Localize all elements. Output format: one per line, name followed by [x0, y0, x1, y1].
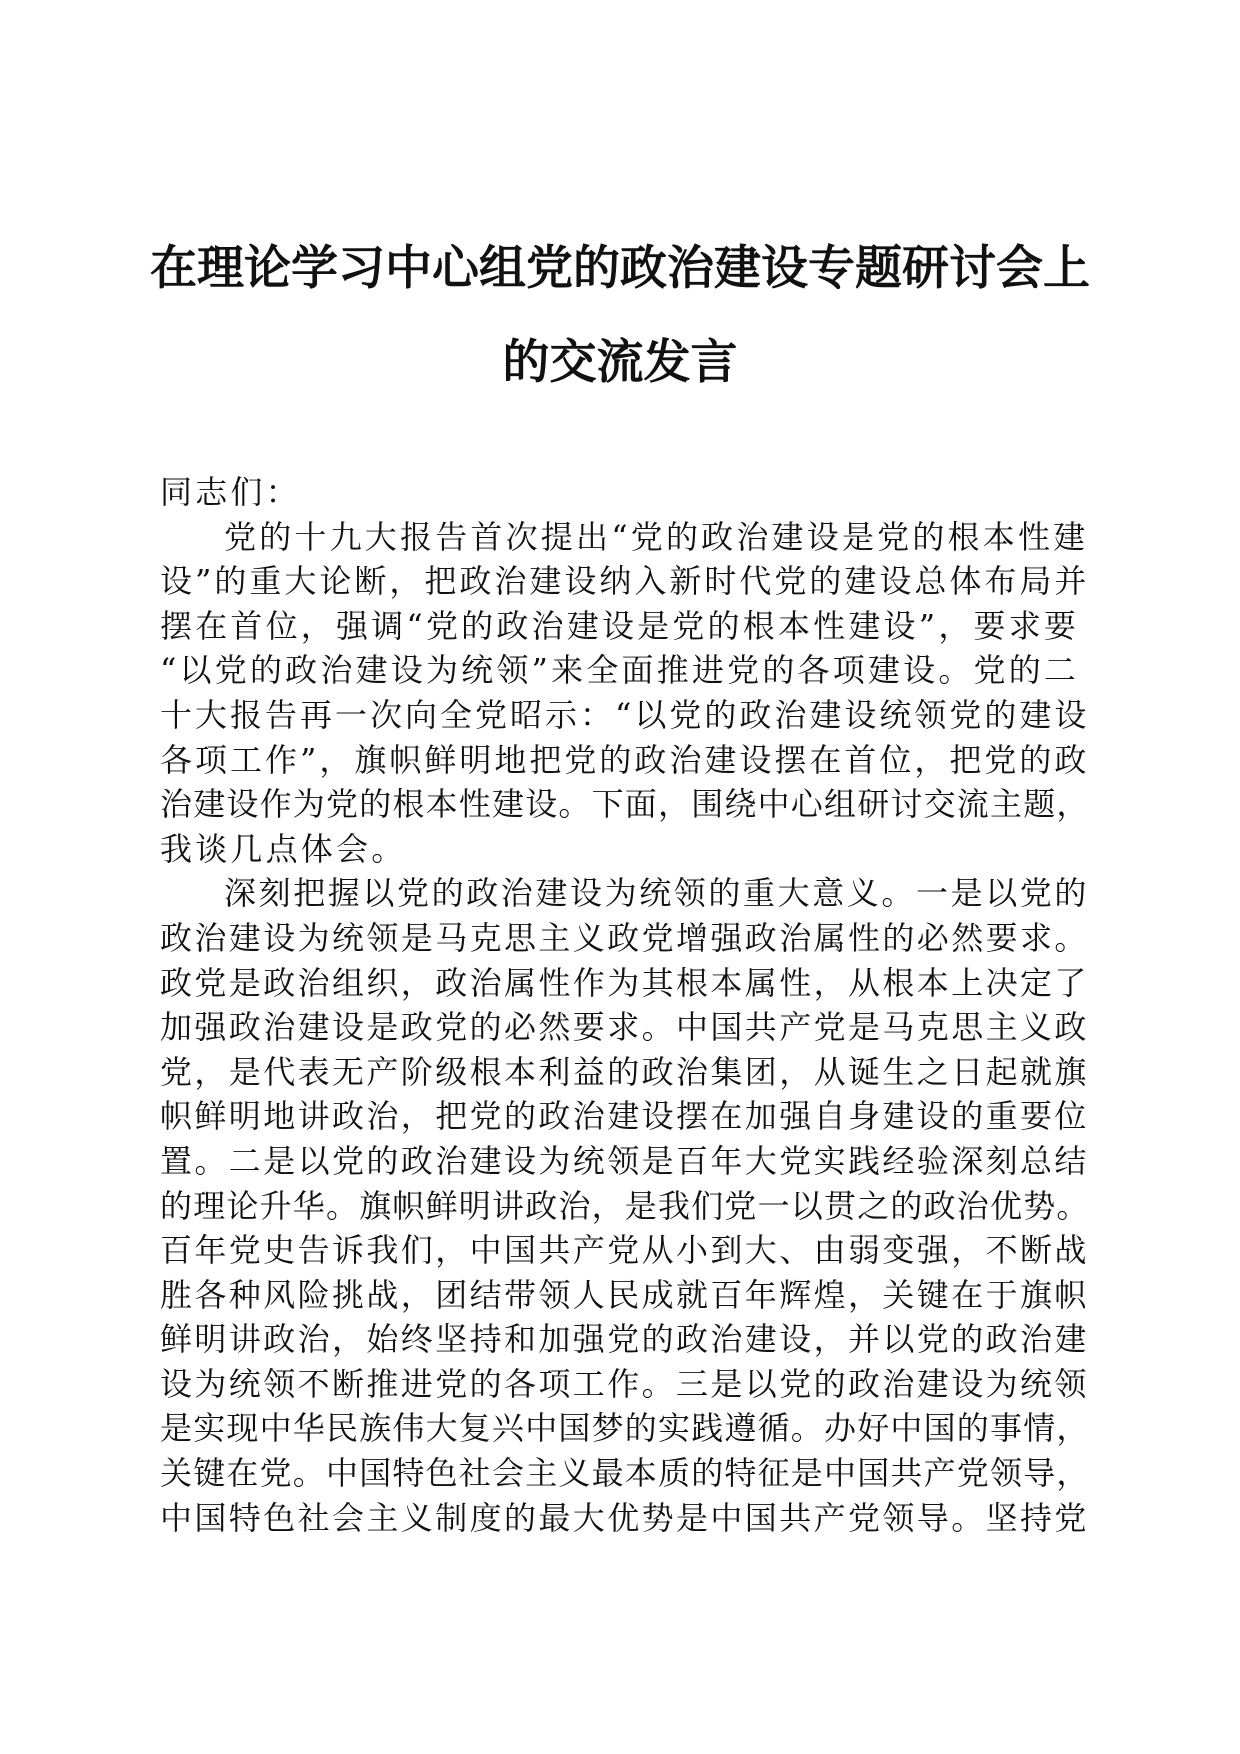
body-line: 我谈几点体会。: [160, 829, 407, 868]
body-line: 是实现中华民族伟大复兴中国梦的实践遵循。办好中国的事情，: [160, 1409, 1090, 1448]
body-line: 关键在党。中国特色社会主义最本质的特征是中国共产党领导，: [160, 1454, 1090, 1493]
body-line: 政党是政治组织，政治属性作为其根本属性，从根本上决定了: [160, 963, 1089, 1002]
body-line: 治建设作为党的根本性建设。下面，围绕中心组研讨交流主题，: [160, 785, 1090, 824]
body-line: 中国特色社会主义制度的最大优势是中国共产党领导。坚持党: [160, 1498, 1089, 1537]
body-line: 设”的重大论断，把政治建设纳入新时代党的建设总体布局并: [160, 562, 1090, 601]
title-line-2: 的交流发言: [502, 335, 738, 390]
body-line: 胜各种风险挑战，团结带领人民成就百年辉煌，关键在于旗帜: [160, 1275, 1089, 1314]
body-line: 置。二是以党的政治建设为统领是百年大党实践经验深刻总结: [160, 1141, 1089, 1180]
body-line: 百年党史告诉我们，中国共产党从小到大、由弱变强，不断战: [160, 1231, 1089, 1270]
body-line: 十大报告再一次向全党昭示：“以党的政治建设统领党的建设: [160, 695, 1090, 734]
body-line: 帜鲜明地讲政治，把党的政治建设摆在加强自身建设的重要位: [160, 1097, 1089, 1136]
salutation: 同志们：: [160, 473, 301, 511]
document-title: [140, 222, 1100, 410]
body-line: 的理论升华。旗帜鲜明讲政治，是我们党一以贯之的政治优势。: [160, 1186, 1090, 1225]
body-line: 各项工作”，旗帜鲜明地把党的政治建设摆在首位，把党的政: [160, 740, 1090, 779]
body-line: 党的十九大报告首次提出“党的政治建设是党的根本性建: [224, 517, 1089, 556]
body-line: 鲜明讲政治，始终坚持和加强党的政治建设，并以党的政治建: [160, 1320, 1089, 1359]
body-line: 摆在首位，强调“党的政治建设是党的根本性建设”，要求要: [160, 606, 1080, 645]
body-line: 加强政治建设是政党的必然要求。中国共产党是马克思主义政: [160, 1008, 1089, 1047]
body-line: 深刻把握以党的政治建设为统领的重大意义。一是以党的: [224, 874, 1090, 913]
title-line-1: 在理论学习中心组党的政治建设专题研讨会上: [150, 241, 1090, 296]
body-line: “以党的政治建设为统领”来全面推进党的各项建设。党的二: [160, 651, 1080, 690]
body-line: 设为统领不断推进党的各项工作。三是以党的政治建设为统领: [160, 1364, 1089, 1403]
document-body: [160, 470, 1090, 1540]
body-line: 政治建设为统领是马克思主义政党增强政治属性的必然要求。: [160, 918, 1089, 957]
body-line: 党，是代表无产阶级根本利益的政治集团，从诞生之日起就旗: [160, 1052, 1089, 1091]
